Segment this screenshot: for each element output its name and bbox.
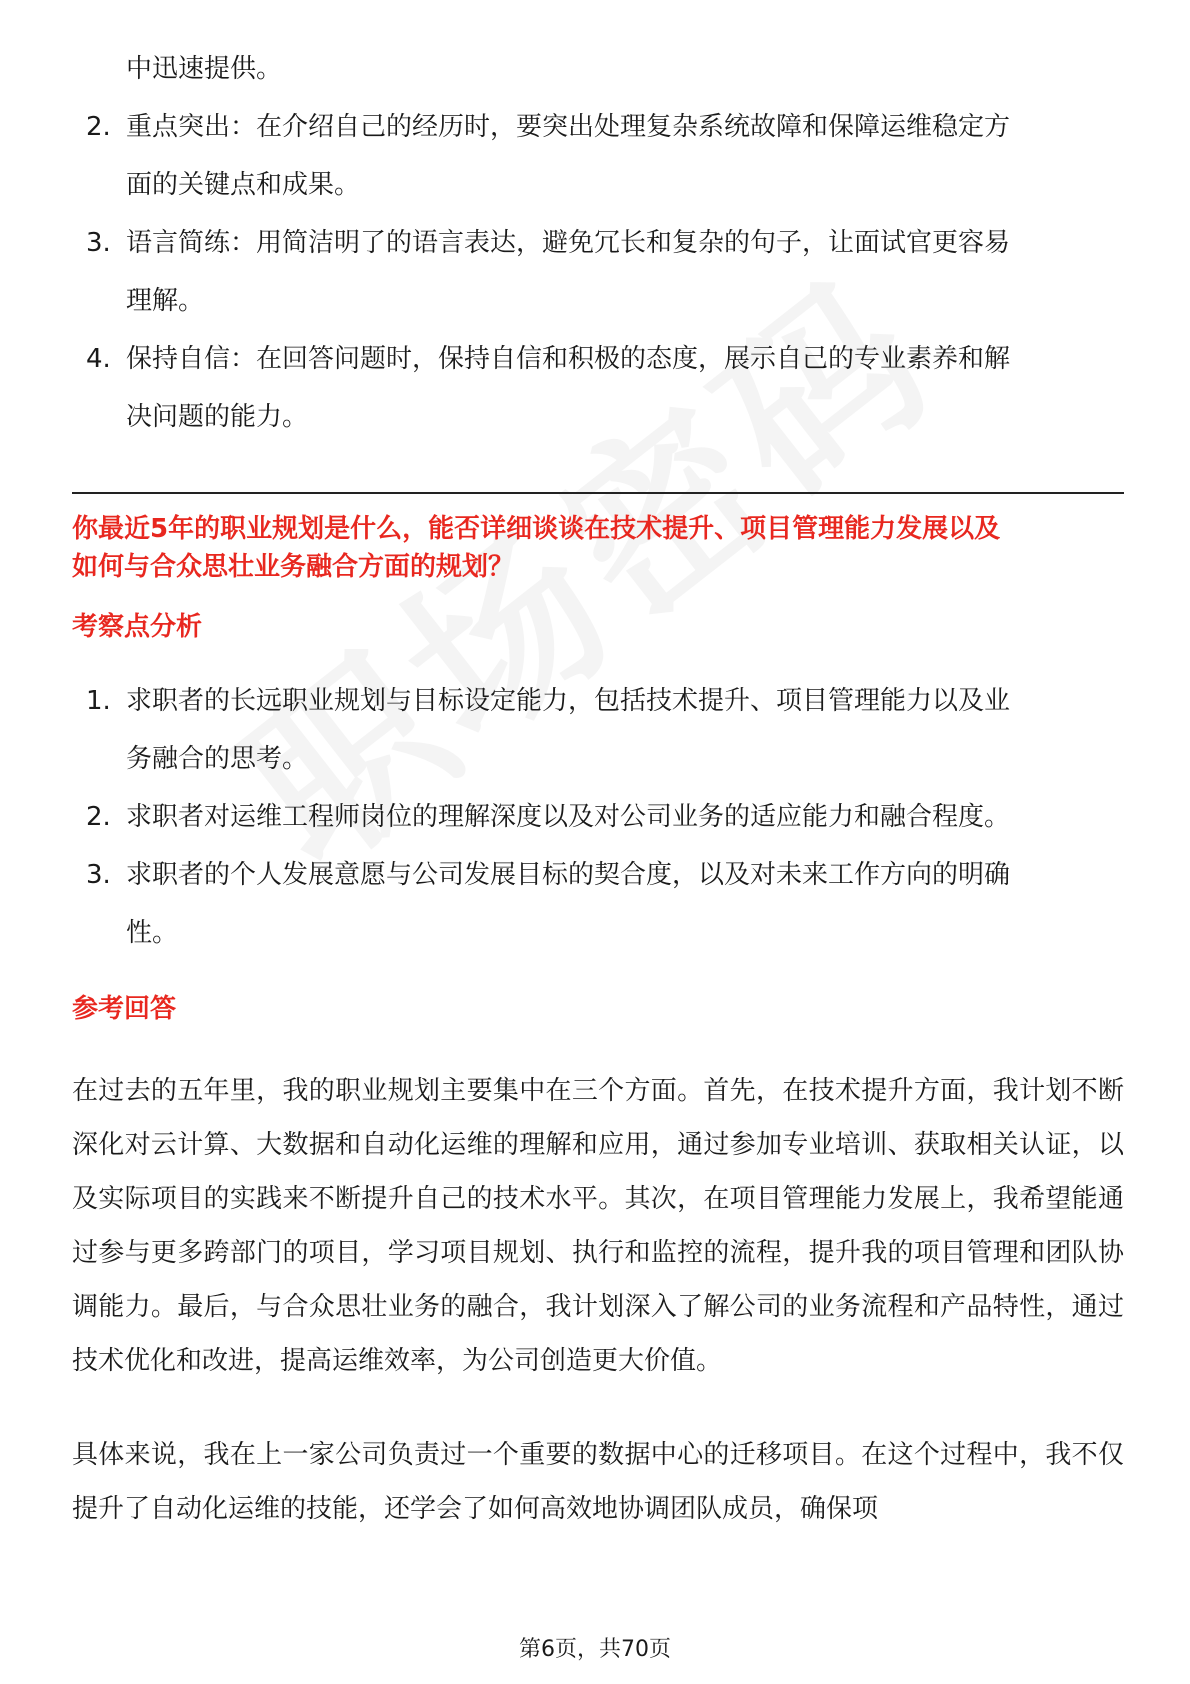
list-number: 3. — [86, 228, 111, 258]
list-item-line: 面的关键点和成果。 — [126, 170, 361, 200]
list-item-line: 理解。 — [126, 286, 205, 316]
list-item — [72, 788, 1124, 846]
page-footer: 第6页，共70页 — [519, 1637, 671, 1662]
answer-paragraph: 在过去的五年里，我的职业规划主要集中在三个方面。首先，在技术提升方面，我计划不断深化对云计算、大数据和自动化运维的理解和应用，通过参加专业培训、获取相关认证，以及实际项目的实践来不断提升自己的技术水平。其次，在项目管理能力发展上，我希望能通过参与更多跨部门的项目，学习项目规划、执行和监控的流程，提升我的项目管理和团队协调能力。最后，与合众思壮业务的融合，我计划深入了解公司的业务流程和产品特性，通过技术优化和改进，提高运维效率，为公司创造更大价值。 — [72, 1076, 1124, 1376]
list-number: 4. — [86, 344, 111, 374]
list-item — [72, 98, 1124, 214]
list-item-continuation — [72, 40, 1124, 98]
list-number: 2. — [86, 802, 111, 832]
list-item-line: 求职者的个人发展意愿与公司发展目标的契合度，以及对未来工作方向的明确 — [126, 860, 1011, 890]
list-item — [72, 330, 1124, 446]
question-heading — [72, 510, 1124, 586]
list-item-line: 保持自信：在回答问题时，保持自信和积极的态度，展示自己的专业素养和解 — [126, 344, 1011, 374]
list-item-line: 性。 — [126, 918, 179, 948]
question-line: 如何与合众思壮业务融合方面的规划？ — [72, 552, 515, 582]
list-item-line: 语言简练：用简洁明了的语言表达，避免冗长和复杂的句子，让面试官更容易 — [126, 228, 1011, 258]
page-content — [72, 40, 1124, 1536]
list-number: 2. — [86, 112, 111, 142]
analysis-points-list — [72, 672, 1124, 962]
section-divider — [72, 492, 1124, 494]
analysis-heading: 考察点分析 — [72, 612, 203, 642]
question-line: 你最近5年的职业规划是什么，能否详细谈谈在技术提升、项目管理能力发展以及 — [72, 514, 1001, 544]
list-item-line: 务融合的思考。 — [126, 744, 309, 774]
answer-paragraph: 具体来说，我在上一家公司负责过一个重要的数据中心的迁移项目。在这个过程中，我不仅提升了自动化运维的技能，还学会了如何高效地协调团队成员，确保项 — [72, 1440, 1124, 1524]
list-item-line: 重点突出：在介绍自己的经历时，要突出处理复杂系统故障和保障运维稳定方 — [126, 112, 1011, 142]
list-number: 3. — [86, 860, 111, 890]
list-number: 1. — [86, 686, 111, 716]
list-item-text: 中迅速提供。 — [126, 54, 283, 84]
answer-heading: 参考回答 — [72, 994, 177, 1024]
list-item-line: 决问题的能力。 — [126, 402, 309, 432]
tips-list — [72, 98, 1124, 446]
list-item-line: 求职者的长远职业规划与目标设定能力，包括技术提升、项目管理能力以及业 — [126, 686, 1011, 716]
list-item-line: 求职者对运维工程师岗位的理解深度以及对公司业务的适应能力和融合程度。 — [126, 802, 1011, 832]
list-item — [72, 214, 1124, 330]
list-item — [72, 846, 1124, 962]
list-item — [72, 672, 1124, 788]
